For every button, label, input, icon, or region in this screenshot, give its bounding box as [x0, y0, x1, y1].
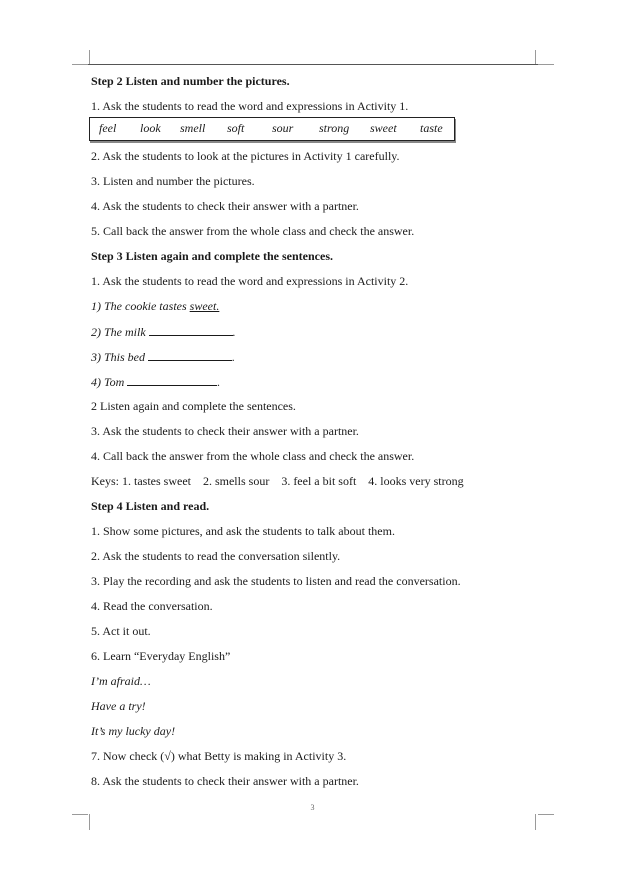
crop-mark-top-left-h: [72, 64, 88, 65]
step4-item-7: 7. Now check (√) what Betty is making in Activity 3.: [91, 749, 347, 763]
crop-mark-top-right-h: [538, 64, 554, 65]
sentence-4-period: .: [217, 375, 221, 389]
crop-mark-bottom-right-v: [535, 814, 536, 830]
crop-mark-top-right-v: [535, 50, 536, 64]
word-feel: feel: [99, 121, 117, 135]
sentence-4-blank: [127, 374, 217, 386]
step2-heading: Step 2 Listen and number the pictures.: [91, 74, 290, 88]
step3-item-2: 2 Listen again and complete the sentences.: [91, 399, 296, 413]
sentence-1-answer: sweet.: [189, 299, 220, 313]
everyday-english-2: Have a try!: [91, 699, 146, 713]
word-taste: taste: [420, 121, 443, 135]
step4-item-8: 8. Ask the students to check their answer with a partner.: [91, 774, 359, 788]
step2-item-4: 4. Ask the students to check their answer with a partner.: [91, 199, 359, 213]
step4-heading: Step 4 Listen and read.: [91, 499, 210, 513]
everyday-english-1: I’m afraid…: [91, 674, 151, 688]
word-sour: sour: [272, 121, 294, 135]
step4-item-4: 4. Read the conversation.: [91, 599, 213, 613]
word-box: [89, 117, 455, 141]
step2-item-5: 5. Call back the answer from the whole class and check the answer.: [91, 224, 415, 238]
step4-item-6: 6. Learn “Everyday English”: [91, 649, 231, 663]
word-smell: smell: [180, 121, 206, 135]
step4-item-3: 3. Play the recording and ask the students to listen and read the conversation.: [91, 574, 461, 588]
sentence-4-text: 4) Tom: [91, 375, 125, 389]
word-strong: strong: [319, 121, 350, 135]
sentence-1-text: 1) The cookie tastes: [91, 299, 190, 313]
step3-item-3: 3. Ask the students to check their answer with a partner.: [91, 424, 359, 438]
sentence-3-blank: [148, 349, 232, 361]
document-body: [91, 74, 531, 799]
step3-item-1: 1. Ask the students to read the word and expressions in Activity 2.: [91, 274, 409, 288]
step2-item-3: 3. Listen and number the pictures.: [91, 174, 255, 188]
step4-item-1: 1. Show some pictures, and ask the students to talk about them.: [91, 524, 395, 538]
word-look: look: [140, 121, 161, 135]
step4-item-2: 2. Ask the students to read the conversation silently.: [91, 549, 341, 563]
step4-item-5: 5. Act it out.: [91, 624, 151, 638]
step2-item-1: 1. Ask the students to read the word and expressions in Activity 1.: [91, 99, 409, 113]
crop-mark-bottom-left-v: [89, 814, 90, 830]
step2-item-2: 2. Ask the students to look at the pictures in Activity 1 carefully.: [91, 149, 400, 163]
answer-keys: Keys: 1. tastes sweet 2. smells sour 3. feel a bit soft 4. looks very strong: [91, 474, 464, 488]
crop-mark-bottom-left-h: [72, 814, 88, 815]
header-rule: [88, 64, 538, 65]
sentence-3-period: .: [232, 350, 235, 364]
word-sweet: sweet: [370, 121, 397, 135]
sentence-2-period: .: [232, 325, 236, 339]
sentence-3-text: 3) This bed: [91, 350, 145, 364]
word-soft: soft: [227, 121, 245, 135]
sentence-2-blank: [149, 324, 233, 336]
sentence-2-text: 2) The milk: [91, 325, 146, 339]
sentence-1: [91, 299, 531, 324]
sentence-2: [91, 324, 531, 349]
everyday-english-3: It’s my lucky day!: [91, 724, 176, 738]
crop-mark-top-left-v: [89, 50, 90, 64]
step3-heading: Step 3 Listen again and complete the sentences.: [91, 249, 333, 263]
crop-mark-bottom-right-h: [538, 814, 554, 815]
step3-item-4: 4. Call back the answer from the whole class and check the answer.: [91, 449, 415, 463]
page-number: 3: [310, 803, 315, 812]
sentence-3: [91, 349, 531, 374]
sentence-4: [91, 374, 531, 399]
